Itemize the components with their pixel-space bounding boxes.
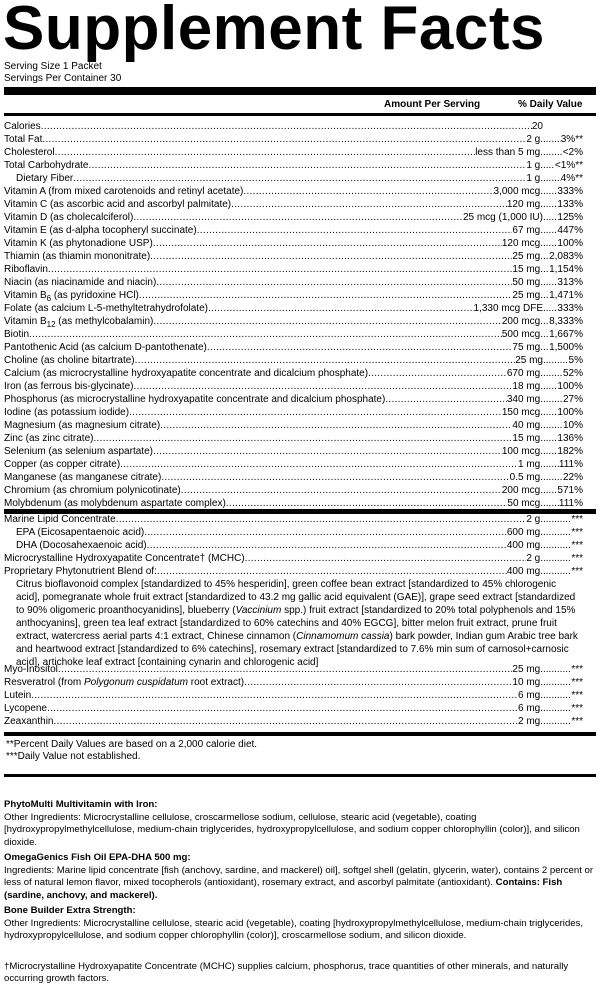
dot-leader [116, 513, 527, 526]
daily-value: ..... *** [543, 715, 583, 728]
nutrient-name: Chromium (as chromium polynicotinate) [4, 485, 181, 496]
product-ingredients-text: Other Ingredients: Microcrystalline cellulose, stearic acid (vegetable), coating [hydroxypropylmethylcellulose, medium-chain triglycerides, hydroxypropylcellulose, and sodium copper chlorophyllin (color)], croscarmellose sodium, and silicon dioxide. [4, 917, 584, 941]
footnotes [6, 739, 257, 763]
serving-size: Serving Size 1 Packet [4, 61, 102, 72]
nutrient-amount: 1 mg. [517, 459, 543, 470]
daily-value: ..... *** [543, 552, 583, 565]
nutrient-amount: 600 mg. [506, 527, 543, 538]
nutrient-name: Folate (as calcium L-5-methyltetrahydrofolate) [4, 303, 208, 314]
nutrient-name: Molybdenum (as molybdenum aspartate complex) [4, 498, 226, 509]
footnote-dv: **Percent Daily Values are based on a 2,000 calorie diet. [6, 739, 258, 750]
nutrient-row [4, 432, 583, 445]
nutrient-name: Vitamin E (as d-alpha tocopheryl succinate) [4, 225, 197, 236]
nutrient-row [4, 471, 583, 484]
nutrient-name: Zinc (as zinc citrate) [4, 433, 94, 444]
dot-leader [73, 172, 526, 185]
dot-leader [139, 289, 513, 302]
nutrient-row [4, 341, 583, 354]
nutrient-amount: 670 mg. [506, 368, 543, 379]
servings-per-container: Servings Per Container 30 [4, 73, 122, 84]
daily-value: ..... 133% [543, 198, 583, 211]
dot-leader [58, 663, 513, 676]
nutrient-amount: 25 mg. [512, 664, 543, 675]
nutrient-amount: 25 mcg (1,000 IU) [462, 212, 543, 223]
nutrient-row [4, 367, 583, 380]
daily-value: ..... 8,333% [543, 315, 583, 328]
daily-value: ..... 313% [543, 276, 583, 289]
daily-value: ..... 125% [543, 211, 583, 224]
nutrient-name: Cholesterol [4, 147, 55, 158]
nutrient-row [4, 663, 583, 676]
dot-leader [120, 458, 518, 471]
nutrient-name: Calories [4, 121, 41, 132]
dot-leader [135, 354, 516, 367]
nutrient-name: Vitamin D (as cholecalciferol) [4, 212, 134, 223]
nutrient-amount: 10 mg. [512, 677, 543, 688]
nutrient-name: Lutein [4, 690, 32, 701]
dot-leader [89, 159, 527, 172]
dot-leader [243, 185, 493, 198]
nutrient-name: Microcrystalline Hydroxyapatite Concentrate† (MCHC) [4, 553, 245, 564]
nutrient-row [4, 458, 583, 471]
dot-leader [231, 198, 507, 211]
dot-leader [150, 250, 512, 263]
footnote-no-dv: ***Daily Value not established. [6, 751, 141, 762]
nutrient-amount: 1 g. [526, 160, 543, 171]
nutrient-name: Iron (as ferrous bis-glycinate) [4, 381, 134, 392]
nutrient-name: Magnesium (as magnesium citrate) [4, 420, 161, 431]
blend-text: Citrus bioflavonoid complex [standardized to 45% hesperidin], green coffee bean extract [standardized to 45% chlorogenic acid], pomegranate whole fruit extract [standardized to 43.2 mg gallic acid equivalent (GAE)], grape seed extract [standardized to 90% oligomeric proanthocyanidins], blueberry (Vaccinium spp.) fruit extract [standardized to 20% total polyphenols and 15% anthocyanins], green tea leaf extract [standardized to 60% catechins and 40% EGCG], bitter melon fruit extract, prune fruit extract, watercress aerial parts 4:1 extract, Chinese cinnamon (Cinnamomum cassia) bark powder, Indian gum Arabic tree bark and heartwood extract [standardized to 6% catechins], rosemary extract [standardized to 7.6% min sum of carnosol+carnosic acid], artichoke leaf extract [containing cynarin and chlorogenic acid] [16, 579, 578, 668]
nutrient-row [4, 198, 583, 211]
daily-value: ..... 1,471% [543, 289, 583, 302]
daily-value: ..... 136% [543, 432, 583, 445]
daily-value: ..... 1,667% [543, 328, 583, 341]
dot-leader [48, 263, 513, 276]
dot-leader [41, 120, 532, 133]
product-title: OmegaGenics Fish Oil EPA-DHA 500 mg: [4, 852, 191, 863]
dot-leader [133, 211, 463, 224]
nutrient-row [4, 689, 583, 702]
nutrient-name: Thiamin (as thiamin mononitrate) [4, 251, 151, 262]
daily-value: ..... 111% [543, 497, 583, 510]
nutrient-amount: 340 mg. [506, 394, 543, 405]
nutrient-name: Manganese (as manganese citrate) [4, 472, 162, 483]
nutrient-name: Phosphorus (as microcrystalline hydroxyapatite concentrate and dicalcium phosphate) [4, 394, 386, 405]
nutrient-row [4, 133, 583, 146]
product-title: Bone Builder Extra Strength: [4, 905, 136, 916]
amount-per-serving-header: Amount Per Serving [384, 99, 481, 110]
dot-leader [181, 484, 502, 497]
nutrient-row [4, 302, 583, 315]
daily-value: ..... 1,500% [543, 341, 583, 354]
nutrient-amount: 400 mg. [506, 566, 543, 577]
nutrient-row [4, 289, 583, 302]
nutrient-amount: 6 mg. [517, 703, 543, 714]
nutrient-amount: 1 g. [526, 173, 543, 184]
nutrient-name: Resveratrol (from Polygonum cuspidatum root extract) [4, 677, 245, 688]
product-block [4, 799, 594, 849]
daily-value: ..... 10% [543, 419, 583, 432]
nutrient-amount: 25 mg. [512, 251, 543, 262]
nutrient-amount: 40 mg. [512, 420, 543, 431]
dot-leader [161, 471, 509, 484]
nutrient-row [4, 315, 583, 328]
dot-leader [156, 276, 512, 289]
dot-leader [31, 689, 518, 702]
nutrient-name: Calcium (as microcrystalline hydroxyapatite concentrate and dicalcium phosphate) [4, 368, 369, 379]
other-ingredients-list [4, 513, 583, 578]
dot-leader [29, 328, 502, 341]
nutrient-name: Copper (as copper citrate) [4, 459, 121, 470]
bottom-divider [4, 732, 596, 736]
daily-value: ..... 27% [543, 393, 583, 406]
nutrient-list [4, 120, 583, 510]
dot-leader [93, 432, 512, 445]
nutrient-row [4, 146, 583, 159]
nutrient-amount: 2 g. [526, 514, 543, 525]
dot-leader [42, 133, 526, 146]
nutrient-amount: 67 mg. [512, 225, 543, 236]
nutrient-name: Riboflavin [4, 264, 48, 275]
more-ingredients-list [4, 663, 583, 728]
product-title: PhytoMulti Multivitamin with Iron: [4, 799, 158, 810]
nutrient-amount: 100 mcg. [501, 446, 543, 457]
dot-leader [245, 552, 527, 565]
nutrient-amount: 0.5 mg. [509, 472, 543, 483]
blend-description [4, 578, 583, 669]
nutrient-amount: 2 g. [526, 134, 543, 145]
daily-value: ..... *** [543, 513, 583, 526]
dot-leader [129, 406, 502, 419]
thick-divider [4, 87, 596, 95]
nutrient-name: Selenium (as selenium aspartate) [4, 446, 153, 457]
daily-value: ..... *** [543, 539, 583, 552]
nutrient-name: Vitamin $B_6$ (as pyridoxine HCl) [4, 290, 139, 302]
nutrient-amount: 50 mcg. [507, 498, 543, 509]
dot-leader [53, 715, 518, 728]
nutrient-row [4, 172, 583, 185]
dot-leader [244, 676, 512, 689]
dot-leader [153, 237, 502, 250]
nutrient-name: EPA (Eicosapentaenoic acid) [16, 527, 145, 538]
nutrient-amount: 20 [531, 121, 543, 132]
nutrient-amount: 150 mcg. [501, 407, 543, 418]
nutrient-row [4, 676, 583, 689]
dot-leader [134, 380, 513, 393]
dot-leader [157, 565, 507, 578]
nutrient-row [4, 419, 583, 432]
nutrient-row [4, 526, 583, 539]
nutrient-amount: 200 mcg. [501, 316, 543, 327]
nutrient-amount: 200 mcg. [501, 485, 543, 496]
dot-leader [207, 341, 513, 354]
dot-leader [368, 367, 507, 380]
nutrient-name: Vitamin $B_{12}$ (as methylcobalamin) [4, 316, 154, 328]
daily-value: ..... 447% [543, 224, 583, 237]
nutrient-name: Vitamin K (as phytonadione USP) [4, 238, 153, 249]
nutrient-amount: 15 mg. [512, 433, 543, 444]
nutrient-row [4, 250, 583, 263]
daily-value: ..... 1,154% [543, 263, 583, 276]
nutrient-amount: 3,000 mcg. [493, 186, 543, 197]
product-ingredients [4, 799, 594, 946]
nutrient-amount: 15 mg. [512, 264, 543, 275]
nutrient-row [4, 380, 583, 393]
nutrient-row [4, 702, 583, 715]
product-ingredients-text: Ingredients: Marine lipid concentrate [fish (anchovy, sardine, and mackerel) oil], softgel shell (gelatin, glycerin, water), contains 2 percent or less of natural lemon flavor, mixed tocopherols (antioxidant), rosemary extract, and ascorbyl palmitate (antioxidant). Contains: Fish (sardine, anchovy, and mackerel). [4, 864, 594, 901]
nutrient-row [4, 224, 583, 237]
nutrient-amount: 75 mg. [512, 342, 543, 353]
nutrient-row [4, 552, 583, 565]
nutrient-name: Vitamin A (from mixed carotenoids and retinyl acetate) [4, 186, 244, 197]
daily-value: ..... *** [543, 676, 583, 689]
daily-value: ..... 100% [543, 380, 583, 393]
nutrient-amount: 50 mg. [512, 277, 543, 288]
dot-leader [160, 419, 512, 432]
dot-leader [147, 539, 507, 552]
nutrient-name: Pantothenic Acid (as calcium D-pantothenate) [4, 342, 207, 353]
nutrient-name: Marine Lipid Concentrate [4, 514, 116, 525]
nutrient-row [4, 445, 583, 458]
daily-value: ..... *** [543, 526, 583, 539]
nutrient-row [4, 237, 583, 250]
daily-value: ..... 100% [543, 406, 583, 419]
product-ingredients-text: Other Ingredients: Microcrystalline cellulose, croscarmellose sodium, cellulose, stearic acid (vegetable), coating [hydroxypropylmethylcellulose, medium-chain triglycerides, hydroxypropylcellulose, and sodium copper chlorophyllin (color)], and silicon dioxide. [4, 811, 580, 848]
nutrient-name: Niacin (as niacinamide and niacin) [4, 277, 157, 288]
page-title: Supplement Facts [3, 0, 545, 63]
nutrient-amount: 2 g. [526, 553, 543, 564]
daily-value: ..... 333% [543, 302, 583, 315]
nutrient-amount: 25 mg [515, 355, 543, 366]
nutrient-name: Myo-Inositol [4, 664, 58, 675]
daily-value: ..... 4%** [543, 172, 583, 185]
daily-value: ..... 22% [543, 471, 583, 484]
nutrient-row [4, 539, 583, 552]
product-block [4, 852, 594, 902]
daily-value: ..... 182% [543, 445, 583, 458]
daily-value: ..... 111% [543, 458, 583, 471]
daily-value: ..... *** [543, 565, 583, 578]
dot-leader [144, 526, 507, 539]
nutrient-name: Lycopene [4, 703, 47, 714]
nutrient-row [4, 354, 583, 367]
nutrient-row [4, 565, 583, 578]
daily-value: ..... *** [543, 689, 583, 702]
nutrient-amount: 25 mg. [512, 290, 543, 301]
nutrient-name: DHA (Docosahexaenoic acid) [16, 540, 147, 551]
daily-value: ..... *** [543, 702, 583, 715]
dot-leader [47, 702, 518, 715]
mchc-footnote: †Microcrystalline Hydroxyapatite Concentrate (MCHC) supplies calcium, phosphorus, trace quantities of other minerals, and naturally occurring growth factors. [4, 961, 569, 984]
daily-value: ..... *** [543, 663, 583, 676]
daily-value: ..... 571% [543, 484, 583, 497]
dot-leader [208, 302, 474, 315]
nutrient-amount: 120 mcg. [501, 238, 543, 249]
nutrient-row [4, 276, 583, 289]
header-divider [4, 113, 596, 116]
daily-value-header: % Daily Value [518, 99, 583, 110]
nutrient-row [4, 328, 583, 341]
nutrient-row [4, 715, 583, 728]
nutrient-row [4, 263, 583, 276]
daily-value: ..... <1%** [543, 159, 583, 172]
nutrient-amount: 1,330 mcg DFE [473, 303, 543, 314]
daily-value: ..... <2% [543, 146, 583, 159]
nutrient-name: Total Fat [4, 134, 43, 145]
nutrient-amount: less than 5 mg. [475, 147, 543, 158]
nutrient-amount: 400 mg. [506, 540, 543, 551]
nutrient-amount: 500 mcg. [501, 329, 543, 340]
nutrient-name: Choline (as choline bitartrate) [4, 355, 135, 366]
dot-leader [153, 445, 502, 458]
daily-value: ..... 2,083% [543, 250, 583, 263]
nutrient-amount: 2 mg. [517, 716, 543, 727]
nutrient-name: Iodine (as potassium iodide) [4, 407, 130, 418]
nutrient-row [4, 406, 583, 419]
daily-value: ..... 100% [543, 237, 583, 250]
nutrient-name: Proprietary Phytonutrient Blend of: [4, 566, 157, 577]
nutrient-amount: 18 mg. [512, 381, 543, 392]
nutrient-name: Dietary Fiber [16, 173, 74, 184]
nutrient-name: Zeaxanthin [4, 716, 54, 727]
nutrient-row [4, 513, 583, 526]
nutrient-row [4, 120, 583, 133]
nutrient-row [4, 393, 583, 406]
dot-leader [153, 315, 502, 328]
nutrient-name: Biotin [4, 329, 30, 340]
dot-leader [385, 393, 507, 406]
daily-value: ..... 333% [543, 185, 583, 198]
nutrient-row [4, 484, 583, 497]
dot-leader [55, 146, 476, 159]
nutrient-row [4, 211, 583, 224]
nutrient-name: Total Carbohydrate [4, 160, 89, 171]
daily-value [543, 120, 583, 133]
nutrient-name: Vitamin C (as ascorbic acid and ascorbyl palmitate) [4, 199, 232, 210]
daily-value: ..... 3%** [543, 133, 583, 146]
nutrient-amount: 6 mg. [517, 690, 543, 701]
nutrient-amount: 120 mg. [506, 199, 543, 210]
dot-leader [197, 224, 513, 237]
nutrient-row [4, 159, 583, 172]
daily-value: ..... 5% [543, 354, 583, 367]
daily-value: ..... 52% [543, 367, 583, 380]
nutrient-row [4, 185, 583, 198]
product-block [4, 905, 594, 943]
label-bottom-border [4, 774, 596, 777]
